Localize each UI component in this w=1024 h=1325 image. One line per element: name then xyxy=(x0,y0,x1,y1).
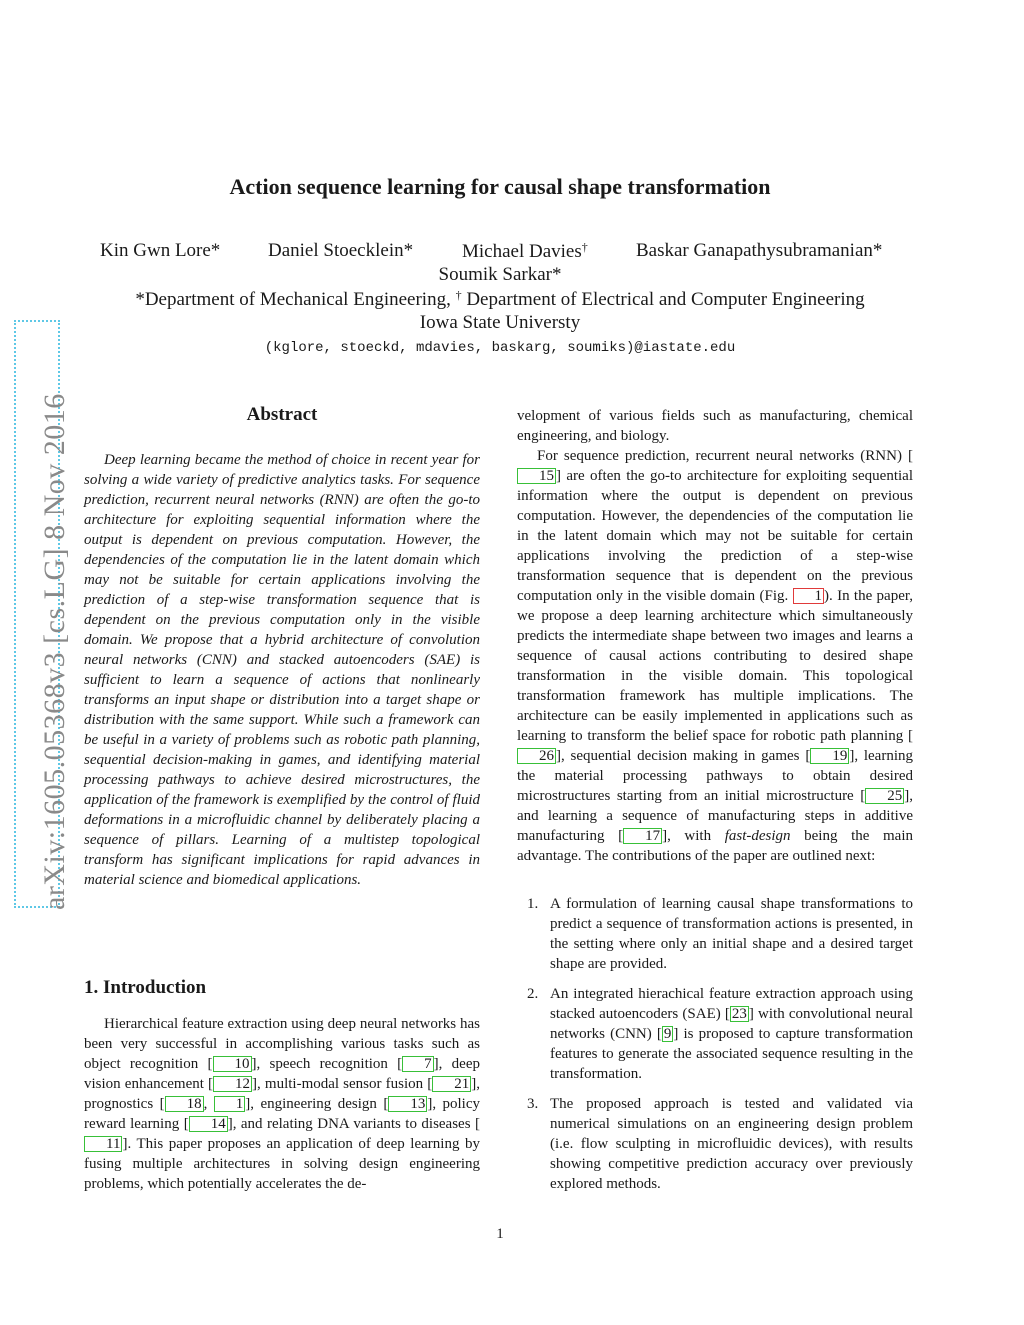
body-text: are often the go-to architecture for exploiting sequential information where the output is dependent on previous computation. However, the dependencies of the computation lie in the latent domain which may not be suitable for certain applications involving the prediction of a step-wise transformation sequence that is dependent on the previous computation only in the visible domain (Fig. xyxy=(517,468,913,604)
rnn-paragraph: For sequence prediction, recurrent neural networks (RNN) [15 ] are often the go-to architecture for exploiting sequential information where the output is dependent on previous computation. However, the dependencies of the computation lie in the latent domain which may not be suitable for certain applications involving the prediction of a step-wise transformation sequence that is dependent on the previous computation only in the visible domain (Fig. 1 ). In the paper, we propose a deep learning architecture which simultaneously predicts the intermediate shape between two images and learns a sequence of causal actions contributing to desired shape transformation in the visible domain. This topological transformation framework has multiple implications. The architecture can be easily implemented in applications such as learning to transform the belief space for robotic path planning [26 ], sequential decision making in games [ 19 ], learning the material processing pathways to obtain desired microstructures starting from an initial microstructure [ 25 ], and learning a sequence of manufacturing steps in additive manufacturing [ 17 ], with fast-design being the main advantage. The contributions of the paper are outlined next: xyxy=(517,448,914,864)
author-emails: (kglore, stoeckd, mdavies, baskarg, soumiks)@iastate.edu xyxy=(264,340,736,356)
intro-text: , speech recognition xyxy=(256,1056,398,1072)
body-text: , learning the material processing pathways to obtain desired microstructures starting from an initial microstructure xyxy=(517,748,914,804)
abstract-heading: Abstract xyxy=(246,404,318,425)
body-text: ). In the paper, we propose a deep learning architecture which simultaneously predicts the intermediate shape between two images and learns a sequence of causal actions contributing to desired shape transformation in the visible domain. This topological transformation framework has multiple implications. The architecture can be easily implemented in applications such as learning to transform the belief space for robotic path planning xyxy=(517,588,913,744)
introduction-paragraph: Hierarchical feature extraction using deep neural networks has been very successful in accomplishing various tasks such as object recognition [ 10 ], speech recognition [ 7 ], deep vision enhancement [ 12 ], multi-modal sensor fusion [ 21 ], prognostics [ 18 , 1 ], engineering design [ 13 ], policy reward learning [ 14 ], and relating DNA variants to diseases [11 ]. This paper proposes an application of deep learning by fusing multiple architectures in solving design engineering problems, which potentially accelerates the de- xyxy=(84,1016,481,1192)
citation-link[interactable]: 12 xyxy=(213,1076,252,1092)
arxiv-stamp-text: arXiv:1605.05368v3 [cs.LG] 8 Nov 2016 xyxy=(38,393,71,910)
item-number: 3. xyxy=(527,1096,539,1112)
item-number: 1. xyxy=(527,896,539,912)
affiliation-university: Iowa State Universty xyxy=(419,312,581,333)
body-text: For sequence prediction, recurrent neural networks (RNN) xyxy=(537,448,908,464)
item-text: A formulation of learning causal shape transformations to predict a sequence of transformation actions is presented, in the setting where only an initial shape and a desired target shape are provided. xyxy=(550,896,913,972)
citation-link[interactable]: 13 xyxy=(388,1096,427,1112)
contribution-item: 2. An integrated hierachical feature extraction approach using stacked autoencoders (SAE) [ 23 ] with convolutional neural networks (CNN) [ 9 ] is proposed to capture transformation features to generate the associated sequence resulting in the transformation. xyxy=(527,986,914,1082)
citation-link[interactable]: 17 xyxy=(623,828,662,844)
arxiv-stamp[interactable] xyxy=(14,320,71,910)
intro-text: , and relating DNA variants to diseases xyxy=(232,1116,475,1132)
right-column xyxy=(517,406,913,866)
author-soumik-sarkar: Soumik Sarkar* xyxy=(438,264,562,285)
author-kin-gwn-lore: Kin Gwn Lore* xyxy=(100,240,221,261)
citation-link[interactable]: 15 xyxy=(517,468,556,484)
section-heading-introduction: 1. Introduction xyxy=(84,977,207,998)
item-text: with convolutional neural networks (CNN) xyxy=(550,1006,913,1042)
figure-link[interactable]: 1 xyxy=(793,588,825,604)
affiliation-electrical: Department of Electrical and Computer Engineering xyxy=(466,289,865,310)
intro-text: , prognostics xyxy=(84,1076,480,1112)
body-text: , with xyxy=(667,828,725,844)
citation-link[interactable]: 19 xyxy=(810,748,849,764)
citation-link[interactable]: 18 xyxy=(165,1096,204,1112)
author-daniel-stoecklein: Daniel Stoecklein* xyxy=(268,240,414,261)
contribution-item xyxy=(517,894,913,974)
intro-text: Hierarchical feature extraction using deep neural networks has been very successful in accomplishing various tasks such as object recognition xyxy=(84,1016,480,1072)
citation-link[interactable]: 14 xyxy=(189,1116,228,1132)
item-text: The proposed approach is tested and validated via numerical simulations on an engineering design problem (i.e. flow sculpting in microfluidic devices), with results showing competitive prediction accuracy over previously explored methods. xyxy=(550,1096,913,1192)
intro-text: , multi-modal sensor fusion xyxy=(257,1076,428,1092)
affiliation-mechanical: *Department of Mechanical Engineering, xyxy=(135,289,451,310)
intro-text: , engineering design xyxy=(250,1096,384,1112)
citation-link[interactable]: 9 xyxy=(663,1026,672,1042)
author-list xyxy=(0,240,1000,266)
affiliation-line xyxy=(0,288,1000,311)
citation-link[interactable]: 7 xyxy=(402,1056,434,1072)
item-text: An integrated hierachical feature extraction approach using stacked autoencoders (SAE) xyxy=(550,986,913,1022)
body-text: , sequential decision making in games xyxy=(561,748,806,764)
intro-text: . This paper proposes an application of deep learning by fusing multiple architectures in solving design engineering problems, which potentially accelerates the de- xyxy=(84,1136,480,1192)
citation-link[interactable]: 11 xyxy=(84,1136,122,1152)
citation-link[interactable]: 1 xyxy=(214,1096,246,1112)
contribution-item xyxy=(517,1094,913,1194)
item-number: 2. xyxy=(527,986,539,1002)
dagger-mark: † xyxy=(581,240,588,254)
intro-text: , policy reward learning xyxy=(84,1096,481,1132)
author-baskar-ganapathysubramanian: Baskar Ganapathysubramanian* xyxy=(636,240,883,261)
continued-paragraph: velopment of various fields such as manufacturing, chemical engineering, and biology. xyxy=(517,408,913,444)
author-michael-davies xyxy=(462,240,588,263)
citation-link[interactable]: 25 xyxy=(865,788,904,804)
affiliation-dagger: † xyxy=(455,288,462,302)
page-number: 1 xyxy=(496,1226,504,1242)
item-text: is proposed to capture transformation features to generate the associated sequence resulting in the transformation. xyxy=(550,1026,914,1082)
emphasis-fast-design: fast-design xyxy=(724,828,791,844)
intro-text: , deep vision enhancement xyxy=(84,1056,481,1092)
body-text: being the main advantage. The contributions of the paper are outlined next: xyxy=(517,828,913,864)
citation-link[interactable]: 10 xyxy=(213,1056,252,1072)
paper-title: Action sequence learning for causal shape transformation xyxy=(229,174,771,199)
abstract-text: Deep learning became the method of choice in recent year for solving a wide variety of predictive analytics tasks. For sequence prediction, recurrent neural networks (RNN) are often the go-to architecture for exploiting sequential information where the output is dependent on previous computation. However, the dependencies of the computation lie in the latent domain which may not be suitable for certain applications involving the prediction of a step-wise transformation sequence that is dependent on the previous computation only in the visible domain. We propose that a hybrid architecture of convolution neural networks (CNN) and stacked autoencoders (SAE) is sufficient to learn a sequence of actions that nonlinearly transforms an input shape or distribution into a target shape or distribution with the same support. While such a framework can be useful in a variety of problems such as robotic path planning, sequential decision-making in games, and identifying material processing pathways to achieve desired microstructures, the application of the framework is exemplified by the control of fluid deformations in a microfluidic channel by deliberately placing a sequence of pillars. Learning of a multistep topological transform has significant implications for rapid advances in material science and biomedical applications. xyxy=(84,452,480,888)
citation-link[interactable]: 26 xyxy=(517,748,556,764)
contributions-list xyxy=(517,894,913,1204)
citation-link[interactable]: 21 xyxy=(432,1076,471,1092)
citation-link[interactable]: 23 xyxy=(731,1006,747,1022)
author-michael-davies-name: Michael Davies xyxy=(462,241,582,262)
body-text: , and learning a sequence of manufacturing steps in additive manufacturing xyxy=(517,788,913,844)
